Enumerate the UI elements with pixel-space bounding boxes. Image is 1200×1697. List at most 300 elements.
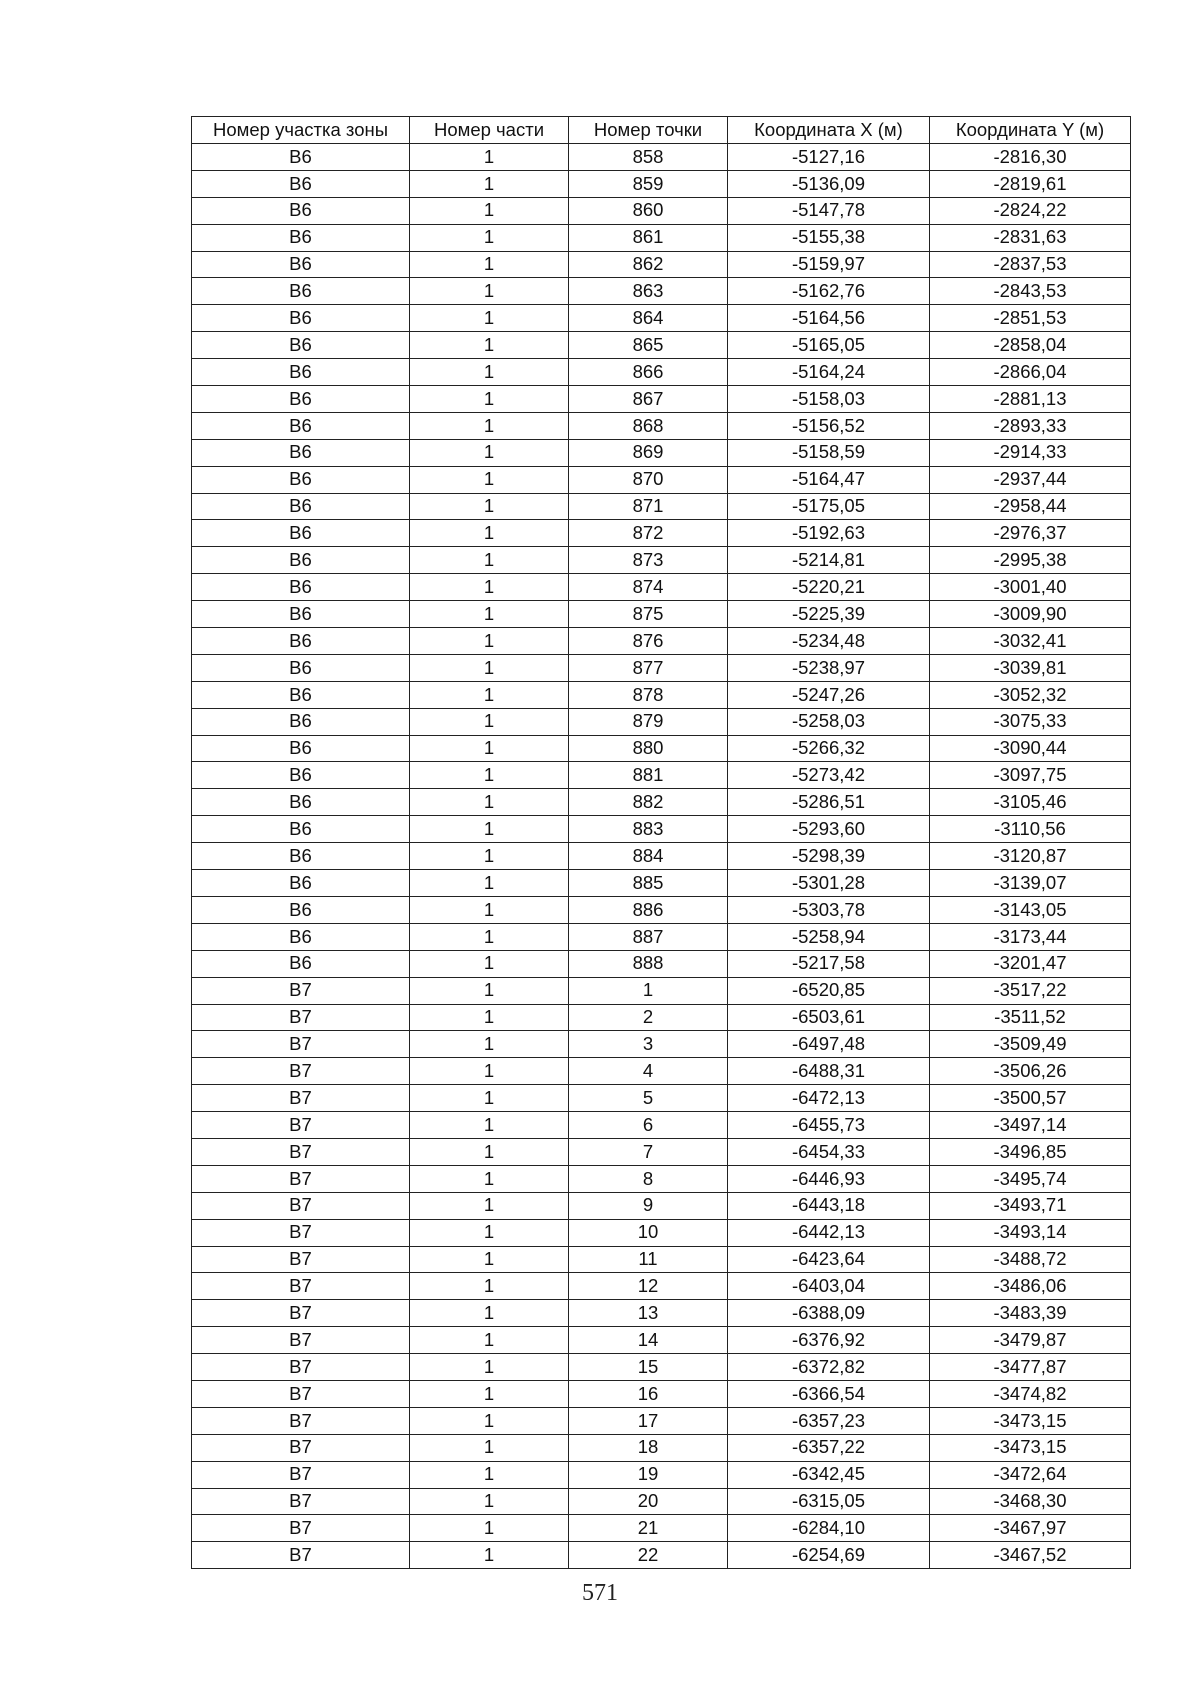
cell-coordinate-y: -3517,22 xyxy=(930,977,1131,1004)
coordinates-table xyxy=(191,116,1131,1569)
cell-zone-section: В6 xyxy=(192,144,410,171)
cell-part-number: 1 xyxy=(410,735,569,762)
cell-part-number: 1 xyxy=(410,251,569,278)
cell-point-number: 870 xyxy=(569,466,728,493)
cell-part-number: 1 xyxy=(410,1434,569,1461)
table-row xyxy=(192,547,1131,574)
cell-coordinate-x: -5127,16 xyxy=(728,144,930,171)
cell-part-number: 1 xyxy=(410,843,569,870)
table-row xyxy=(192,278,1131,305)
cell-point-number: 887 xyxy=(569,923,728,950)
cell-coordinate-x: -6372,82 xyxy=(728,1354,930,1381)
table-row xyxy=(192,1380,1131,1407)
cell-point-number: 871 xyxy=(569,493,728,520)
cell-zone-section: В7 xyxy=(192,1165,410,1192)
cell-point-number: 868 xyxy=(569,412,728,439)
cell-coordinate-x: -5192,63 xyxy=(728,520,930,547)
table-row xyxy=(192,224,1131,251)
cell-coordinate-y: -2937,44 xyxy=(930,466,1131,493)
cell-part-number: 1 xyxy=(410,896,569,923)
cell-coordinate-x: -6497,48 xyxy=(728,1031,930,1058)
cell-point-number: 867 xyxy=(569,386,728,413)
cell-part-number: 1 xyxy=(410,1327,569,1354)
cell-zone-section: В6 xyxy=(192,762,410,789)
cell-coordinate-x: -5165,05 xyxy=(728,332,930,359)
cell-zone-section: В6 xyxy=(192,493,410,520)
cell-coordinate-x: -5303,78 xyxy=(728,896,930,923)
cell-part-number: 1 xyxy=(410,1407,569,1434)
table-row xyxy=(192,601,1131,628)
cell-coordinate-x: -5225,39 xyxy=(728,601,930,628)
cell-part-number: 1 xyxy=(410,1165,569,1192)
cell-coordinate-x: -6342,45 xyxy=(728,1461,930,1488)
cell-zone-section: В7 xyxy=(192,977,410,1004)
cell-zone-section: В6 xyxy=(192,843,410,870)
table-row xyxy=(192,1515,1131,1542)
table-row xyxy=(192,896,1131,923)
cell-coordinate-y: -3032,41 xyxy=(930,628,1131,655)
cell-coordinate-y: -3473,15 xyxy=(930,1434,1131,1461)
cell-point-number: 861 xyxy=(569,224,728,251)
cell-part-number: 1 xyxy=(410,870,569,897)
cell-zone-section: В6 xyxy=(192,197,410,224)
cell-part-number: 1 xyxy=(410,1300,569,1327)
cell-zone-section: В7 xyxy=(192,1488,410,1515)
cell-part-number: 1 xyxy=(410,1488,569,1515)
cell-part-number: 1 xyxy=(410,439,569,466)
table-row xyxy=(192,870,1131,897)
cell-coordinate-x: -5175,05 xyxy=(728,493,930,520)
cell-coordinate-x: -5155,38 xyxy=(728,224,930,251)
table-row xyxy=(192,1138,1131,1165)
cell-zone-section: В7 xyxy=(192,1380,410,1407)
cell-zone-section: В6 xyxy=(192,870,410,897)
cell-coordinate-x: -5301,28 xyxy=(728,870,930,897)
cell-coordinate-x: -6472,13 xyxy=(728,1085,930,1112)
cell-zone-section: В7 xyxy=(192,1138,410,1165)
cell-coordinate-x: -6446,93 xyxy=(728,1165,930,1192)
cell-point-number: 16 xyxy=(569,1380,728,1407)
cell-coordinate-y: -3495,74 xyxy=(930,1165,1131,1192)
cell-part-number: 1 xyxy=(410,278,569,305)
cell-coordinate-x: -6315,05 xyxy=(728,1488,930,1515)
cell-coordinate-x: -5238,97 xyxy=(728,654,930,681)
cell-point-number: 10 xyxy=(569,1219,728,1246)
cell-coordinate-y: -3468,30 xyxy=(930,1488,1131,1515)
cell-point-number: 859 xyxy=(569,170,728,197)
cell-point-number: 886 xyxy=(569,896,728,923)
cell-zone-section: В6 xyxy=(192,278,410,305)
cell-coordinate-y: -2843,53 xyxy=(930,278,1131,305)
cell-zone-section: В6 xyxy=(192,735,410,762)
cell-coordinate-y: -2976,37 xyxy=(930,520,1131,547)
table-row xyxy=(192,1219,1131,1246)
cell-part-number: 1 xyxy=(410,1058,569,1085)
cell-part-number: 1 xyxy=(410,144,569,171)
table-row xyxy=(192,574,1131,601)
table-body xyxy=(192,144,1131,1569)
cell-coordinate-y: -2893,33 xyxy=(930,412,1131,439)
table-row xyxy=(192,1085,1131,1112)
cell-coordinate-x: -6443,18 xyxy=(728,1192,930,1219)
cell-point-number: 881 xyxy=(569,762,728,789)
table-row xyxy=(192,950,1131,977)
header-zone-section: Номер участка зоны xyxy=(192,117,410,144)
table-row xyxy=(192,843,1131,870)
cell-coordinate-y: -3467,52 xyxy=(930,1542,1131,1569)
cell-part-number: 1 xyxy=(410,224,569,251)
cell-point-number: 20 xyxy=(569,1488,728,1515)
cell-coordinate-y: -3143,05 xyxy=(930,896,1131,923)
cell-part-number: 1 xyxy=(410,1542,569,1569)
cell-coordinate-y: -2914,33 xyxy=(930,439,1131,466)
cell-point-number: 7 xyxy=(569,1138,728,1165)
cell-part-number: 1 xyxy=(410,1138,569,1165)
cell-coordinate-x: -6254,69 xyxy=(728,1542,930,1569)
cell-part-number: 1 xyxy=(410,654,569,681)
cell-zone-section: В6 xyxy=(192,170,410,197)
cell-part-number: 1 xyxy=(410,1461,569,1488)
cell-point-number: 17 xyxy=(569,1407,728,1434)
header-coordinate-x: Координата X (м) xyxy=(728,117,930,144)
cell-part-number: 1 xyxy=(410,1246,569,1273)
cell-zone-section: В6 xyxy=(192,224,410,251)
cell-coordinate-y: -3500,57 xyxy=(930,1085,1131,1112)
cell-coordinate-x: -5258,94 xyxy=(728,923,930,950)
cell-coordinate-y: -3488,72 xyxy=(930,1246,1131,1273)
cell-zone-section: В6 xyxy=(192,789,410,816)
cell-point-number: 860 xyxy=(569,197,728,224)
cell-zone-section: В7 xyxy=(192,1407,410,1434)
cell-zone-section: В6 xyxy=(192,816,410,843)
cell-part-number: 1 xyxy=(410,197,569,224)
cell-point-number: 879 xyxy=(569,708,728,735)
table-row xyxy=(192,170,1131,197)
cell-coordinate-x: -6284,10 xyxy=(728,1515,930,1542)
cell-coordinate-x: -5298,39 xyxy=(728,843,930,870)
cell-coordinate-y: -2837,53 xyxy=(930,251,1131,278)
cell-zone-section: В7 xyxy=(192,1354,410,1381)
cell-zone-section: В7 xyxy=(192,1461,410,1488)
table-row xyxy=(192,1273,1131,1300)
cell-coordinate-y: -3472,64 xyxy=(930,1461,1131,1488)
cell-point-number: 863 xyxy=(569,278,728,305)
cell-part-number: 1 xyxy=(410,520,569,547)
cell-coordinate-x: -5214,81 xyxy=(728,547,930,574)
cell-zone-section: В7 xyxy=(192,1219,410,1246)
cell-zone-section: В7 xyxy=(192,1112,410,1139)
table-row xyxy=(192,144,1131,171)
cell-part-number: 1 xyxy=(410,681,569,708)
page-number: 571 xyxy=(582,1580,618,1606)
cell-point-number: 874 xyxy=(569,574,728,601)
cell-coordinate-x: -6503,61 xyxy=(728,1004,930,1031)
cell-zone-section: В7 xyxy=(192,1542,410,1569)
cell-coordinate-x: -5164,24 xyxy=(728,359,930,386)
cell-coordinate-y: -3052,32 xyxy=(930,681,1131,708)
cell-part-number: 1 xyxy=(410,816,569,843)
cell-coordinate-y: -3483,39 xyxy=(930,1300,1131,1327)
table-row xyxy=(192,1112,1131,1139)
table-header-row xyxy=(192,117,1131,144)
cell-coordinate-x: -5158,59 xyxy=(728,439,930,466)
cell-coordinate-x: -5156,52 xyxy=(728,412,930,439)
cell-coordinate-y: -3173,44 xyxy=(930,923,1131,950)
cell-point-number: 882 xyxy=(569,789,728,816)
cell-point-number: 865 xyxy=(569,332,728,359)
cell-coordinate-x: -6423,64 xyxy=(728,1246,930,1273)
cell-part-number: 1 xyxy=(410,601,569,628)
cell-part-number: 1 xyxy=(410,1031,569,1058)
cell-coordinate-x: -5164,56 xyxy=(728,305,930,332)
cell-point-number: 880 xyxy=(569,735,728,762)
cell-point-number: 14 xyxy=(569,1327,728,1354)
cell-zone-section: В6 xyxy=(192,386,410,413)
table-row xyxy=(192,305,1131,332)
cell-coordinate-x: -6403,04 xyxy=(728,1273,930,1300)
cell-coordinate-y: -3473,15 xyxy=(930,1407,1131,1434)
cell-point-number: 869 xyxy=(569,439,728,466)
cell-coordinate-y: -2816,30 xyxy=(930,144,1131,171)
table-row xyxy=(192,1165,1131,1192)
cell-zone-section: В7 xyxy=(192,1327,410,1354)
cell-part-number: 1 xyxy=(410,493,569,520)
cell-point-number: 9 xyxy=(569,1192,728,1219)
cell-point-number: 873 xyxy=(569,547,728,574)
cell-part-number: 1 xyxy=(410,386,569,413)
cell-part-number: 1 xyxy=(410,762,569,789)
cell-coordinate-y: -3493,71 xyxy=(930,1192,1131,1219)
cell-coordinate-x: -5293,60 xyxy=(728,816,930,843)
cell-point-number: 866 xyxy=(569,359,728,386)
table-row xyxy=(192,762,1131,789)
cell-coordinate-x: -5234,48 xyxy=(728,628,930,655)
cell-zone-section: В6 xyxy=(192,547,410,574)
cell-coordinate-x: -6442,13 xyxy=(728,1219,930,1246)
table-row xyxy=(192,816,1131,843)
cell-part-number: 1 xyxy=(410,305,569,332)
cell-point-number: 4 xyxy=(569,1058,728,1085)
cell-part-number: 1 xyxy=(410,547,569,574)
cell-part-number: 1 xyxy=(410,1380,569,1407)
cell-coordinate-x: -5217,58 xyxy=(728,950,930,977)
cell-coordinate-y: -2858,04 xyxy=(930,332,1131,359)
table-row xyxy=(192,1300,1131,1327)
cell-coordinate-y: -3075,33 xyxy=(930,708,1131,735)
table-row xyxy=(192,735,1131,762)
cell-coordinate-y: -3496,85 xyxy=(930,1138,1131,1165)
cell-coordinate-y: -3511,52 xyxy=(930,1004,1131,1031)
cell-coordinate-x: -5266,32 xyxy=(728,735,930,762)
cell-coordinate-y: -3097,75 xyxy=(930,762,1131,789)
cell-coordinate-x: -5164,47 xyxy=(728,466,930,493)
cell-coordinate-y: -3497,14 xyxy=(930,1112,1131,1139)
header-part-number: Номер части xyxy=(410,117,569,144)
cell-coordinate-x: -5136,09 xyxy=(728,170,930,197)
cell-coordinate-x: -5258,03 xyxy=(728,708,930,735)
cell-part-number: 1 xyxy=(410,708,569,735)
cell-point-number: 883 xyxy=(569,816,728,843)
cell-zone-section: В6 xyxy=(192,654,410,681)
table-row xyxy=(192,789,1131,816)
table-row xyxy=(192,1354,1131,1381)
table-row xyxy=(192,466,1131,493)
table-row xyxy=(192,628,1131,655)
cell-part-number: 1 xyxy=(410,1085,569,1112)
cell-zone-section: В6 xyxy=(192,251,410,278)
cell-coordinate-y: -3001,40 xyxy=(930,574,1131,601)
cell-point-number: 21 xyxy=(569,1515,728,1542)
cell-coordinate-y: -3009,90 xyxy=(930,601,1131,628)
table-row xyxy=(192,1542,1131,1569)
cell-zone-section: В6 xyxy=(192,574,410,601)
cell-part-number: 1 xyxy=(410,1112,569,1139)
cell-zone-section: В6 xyxy=(192,896,410,923)
cell-coordinate-x: -5247,26 xyxy=(728,681,930,708)
table-row xyxy=(192,1327,1131,1354)
cell-point-number: 858 xyxy=(569,144,728,171)
cell-coordinate-y: -3506,26 xyxy=(930,1058,1131,1085)
cell-part-number: 1 xyxy=(410,1219,569,1246)
cell-coordinate-y: -3201,47 xyxy=(930,950,1131,977)
cell-coordinate-y: -3486,06 xyxy=(930,1273,1131,1300)
cell-point-number: 878 xyxy=(569,681,728,708)
table-row xyxy=(192,1192,1131,1219)
cell-coordinate-x: -5162,76 xyxy=(728,278,930,305)
header-coordinate-y: Координата Y (м) xyxy=(930,117,1131,144)
cell-part-number: 1 xyxy=(410,574,569,601)
cell-zone-section: В6 xyxy=(192,601,410,628)
table-row xyxy=(192,654,1131,681)
cell-coordinate-y: -2995,38 xyxy=(930,547,1131,574)
cell-coordinate-y: -3509,49 xyxy=(930,1031,1131,1058)
cell-zone-section: В6 xyxy=(192,332,410,359)
cell-part-number: 1 xyxy=(410,950,569,977)
cell-zone-section: В7 xyxy=(192,1300,410,1327)
table-row xyxy=(192,520,1131,547)
cell-coordinate-x: -5273,42 xyxy=(728,762,930,789)
cell-part-number: 1 xyxy=(410,170,569,197)
cell-point-number: 872 xyxy=(569,520,728,547)
cell-coordinate-y: -3479,87 xyxy=(930,1327,1131,1354)
cell-coordinate-x: -6455,73 xyxy=(728,1112,930,1139)
cell-coordinate-y: -3110,56 xyxy=(930,816,1131,843)
table-row xyxy=(192,1461,1131,1488)
cell-point-number: 11 xyxy=(569,1246,728,1273)
cell-point-number: 12 xyxy=(569,1273,728,1300)
cell-coordinate-y: -2831,63 xyxy=(930,224,1131,251)
table-row xyxy=(192,359,1131,386)
cell-coordinate-x: -6357,23 xyxy=(728,1407,930,1434)
cell-zone-section: В7 xyxy=(192,1434,410,1461)
cell-part-number: 1 xyxy=(410,466,569,493)
cell-point-number: 877 xyxy=(569,654,728,681)
cell-zone-section: В7 xyxy=(192,1192,410,1219)
cell-point-number: 885 xyxy=(569,870,728,897)
table-row xyxy=(192,439,1131,466)
table-row xyxy=(192,332,1131,359)
cell-point-number: 5 xyxy=(569,1085,728,1112)
cell-coordinate-x: -5159,97 xyxy=(728,251,930,278)
cell-coordinate-x: -5158,03 xyxy=(728,386,930,413)
cell-point-number: 864 xyxy=(569,305,728,332)
cell-zone-section: В6 xyxy=(192,708,410,735)
cell-point-number: 6 xyxy=(569,1112,728,1139)
cell-point-number: 13 xyxy=(569,1300,728,1327)
cell-coordinate-y: -2819,61 xyxy=(930,170,1131,197)
cell-part-number: 1 xyxy=(410,789,569,816)
cell-part-number: 1 xyxy=(410,1354,569,1381)
table-row xyxy=(192,251,1131,278)
cell-point-number: 15 xyxy=(569,1354,728,1381)
cell-part-number: 1 xyxy=(410,977,569,1004)
cell-zone-section: В6 xyxy=(192,950,410,977)
cell-coordinate-y: -2881,13 xyxy=(930,386,1131,413)
cell-zone-section: В7 xyxy=(192,1031,410,1058)
cell-zone-section: В6 xyxy=(192,305,410,332)
cell-point-number: 2 xyxy=(569,1004,728,1031)
cell-coordinate-y: -3139,07 xyxy=(930,870,1131,897)
table-row xyxy=(192,412,1131,439)
table-row xyxy=(192,1488,1131,1515)
cell-coordinate-x: -6488,31 xyxy=(728,1058,930,1085)
cell-zone-section: В7 xyxy=(192,1085,410,1112)
cell-zone-section: В7 xyxy=(192,1246,410,1273)
cell-coordinate-x: -5147,78 xyxy=(728,197,930,224)
cell-point-number: 1 xyxy=(569,977,728,1004)
cell-point-number: 22 xyxy=(569,1542,728,1569)
cell-coordinate-y: -2866,04 xyxy=(930,359,1131,386)
table-row xyxy=(192,708,1131,735)
cell-part-number: 1 xyxy=(410,412,569,439)
cell-zone-section: В6 xyxy=(192,359,410,386)
cell-zone-section: В6 xyxy=(192,466,410,493)
cell-coordinate-y: -3474,82 xyxy=(930,1380,1131,1407)
table-row xyxy=(192,197,1131,224)
cell-coordinate-x: -6388,09 xyxy=(728,1300,930,1327)
cell-coordinate-y: -2958,44 xyxy=(930,493,1131,520)
cell-part-number: 1 xyxy=(410,1515,569,1542)
cell-part-number: 1 xyxy=(410,923,569,950)
table-row xyxy=(192,1058,1131,1085)
cell-coordinate-x: -6520,85 xyxy=(728,977,930,1004)
cell-coordinate-y: -3120,87 xyxy=(930,843,1131,870)
cell-point-number: 8 xyxy=(569,1165,728,1192)
table-row xyxy=(192,923,1131,950)
cell-coordinate-y: -3467,97 xyxy=(930,1515,1131,1542)
cell-coordinate-x: -6454,33 xyxy=(728,1138,930,1165)
cell-zone-section: В6 xyxy=(192,923,410,950)
table-row xyxy=(192,386,1131,413)
table-row xyxy=(192,681,1131,708)
cell-point-number: 888 xyxy=(569,950,728,977)
cell-coordinate-y: -3090,44 xyxy=(930,735,1131,762)
table-row xyxy=(192,1031,1131,1058)
cell-part-number: 1 xyxy=(410,332,569,359)
cell-zone-section: В7 xyxy=(192,1058,410,1085)
cell-coordinate-y: -3105,46 xyxy=(930,789,1131,816)
cell-zone-section: В6 xyxy=(192,412,410,439)
table-row xyxy=(192,1434,1131,1461)
cell-coordinate-x: -5286,51 xyxy=(728,789,930,816)
cell-coordinate-x: -6366,54 xyxy=(728,1380,930,1407)
cell-point-number: 876 xyxy=(569,628,728,655)
cell-coordinate-x: -6376,92 xyxy=(728,1327,930,1354)
cell-point-number: 875 xyxy=(569,601,728,628)
table-row xyxy=(192,1004,1131,1031)
cell-coordinate-y: -3493,14 xyxy=(930,1219,1131,1246)
cell-zone-section: В6 xyxy=(192,628,410,655)
